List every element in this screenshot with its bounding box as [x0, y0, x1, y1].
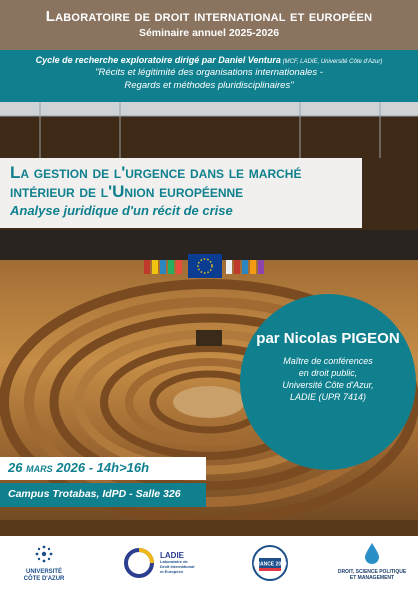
speaker-role-line3: Université Côte d'Azur,: [282, 380, 374, 390]
cycle-director-affiliation: (MCF, LADIE, Université Côte d'Azur): [280, 59, 383, 65]
uca-line1: UNIVERSITÉ: [25, 569, 62, 575]
event-day: 26: [8, 460, 27, 475]
partner-logos: [0, 536, 418, 595]
france2030-logo: [250, 544, 290, 587]
drop-icon: [364, 542, 380, 564]
talk-title-line2: intérieur de l'Union européenne: [10, 182, 244, 201]
speaker-role-line2: en droit public,: [298, 368, 358, 378]
event-date: [0, 457, 206, 480]
dspm-line1: DROIT, SCIENCE POLITIQUE: [337, 569, 407, 575]
cycle-theme-line2: Regards et méthodes pluridisciplinaires": [124, 80, 294, 91]
speaker-role-line1: Maître de conférences: [283, 356, 373, 366]
uca-emblem-icon: [34, 544, 54, 564]
ladie-name: LADIE: [160, 551, 184, 560]
cycle-director: [0, 55, 418, 65]
ladie-subtitle: Laboratoire de Droit International et Européen: [160, 559, 195, 574]
event-time: 2026 - 14h>16h: [52, 460, 150, 475]
france2030-label: FRANCE 2030: [253, 561, 287, 568]
cycle-director-text: Cycle de recherche exploratoire dirigé par Daniel Ventura: [35, 55, 281, 65]
speaker-circle: [240, 294, 416, 470]
ladie-ring-icon: [122, 546, 156, 580]
cycle-theme-line1: "Récits et légitimité des organisations internationales -: [95, 67, 323, 78]
event-month: mars: [26, 460, 53, 475]
uca-logo: [18, 544, 70, 583]
speaker-role-line4: LADIE (UPR 7414): [289, 392, 367, 402]
dspm-line2: ET MANAGEMENT: [349, 575, 395, 581]
research-cycle-banner: [0, 50, 418, 102]
uca-line2: CÔTE D'AZUR: [23, 576, 65, 582]
event-place: Campus Trotabas, IdPD - Salle 326: [0, 483, 206, 507]
lab-header: [0, 0, 418, 50]
seminar-title: Séminaire annuel 2025-2026: [138, 27, 280, 39]
lab-name: Laboratoire de droit international et européen: [45, 8, 373, 25]
talk-title-box: [0, 158, 362, 228]
dspm-logo: [334, 542, 410, 581]
speaker-role: [240, 355, 416, 403]
speaker-name: par Nicolas PIGEON: [256, 330, 400, 347]
talk-title-line1: La gestion de l'urgence dans le marché: [10, 163, 302, 182]
france2030-seal-icon: [251, 544, 289, 582]
talk-subtitle: Analyse juridique d'un récit de crise: [10, 203, 233, 218]
